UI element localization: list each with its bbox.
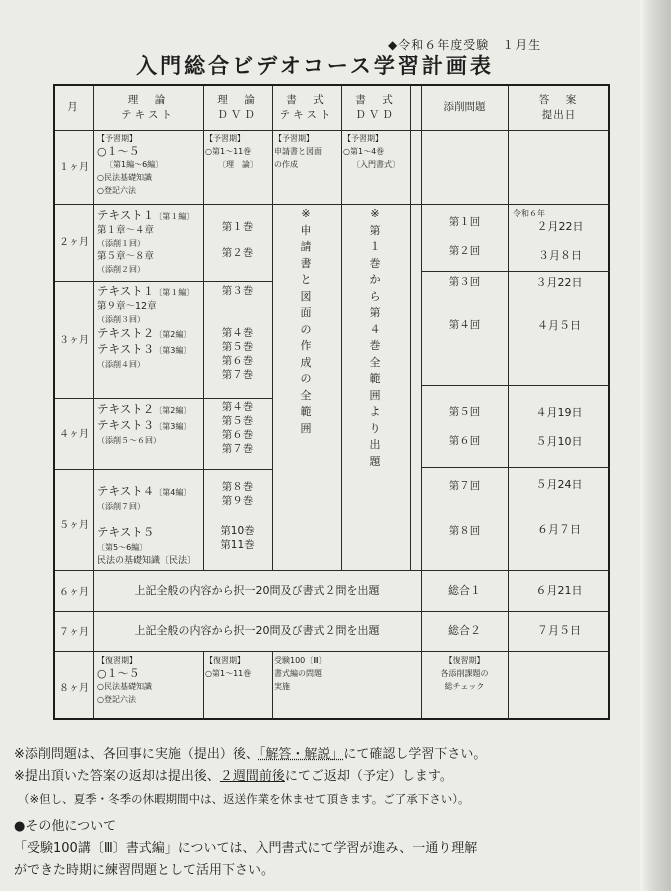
cell-line: 受験100〔Ⅲ〕 bbox=[274, 656, 327, 665]
cell-line: テキスト２ bbox=[97, 402, 155, 416]
cell-line: 【復習期】 bbox=[205, 656, 245, 665]
m8-correction bbox=[421, 654, 508, 693]
forms-dvd-vertical-note bbox=[365, 206, 385, 470]
cell-line: 第６巻 bbox=[221, 429, 254, 441]
vertical-char: 作 bbox=[300, 339, 312, 352]
vertical-char: 申 bbox=[300, 223, 312, 237]
header-line: 提出日 bbox=[541, 109, 577, 121]
cell-line: 【予習期】 bbox=[205, 134, 245, 143]
cell-line: 〔第１編〕 bbox=[154, 212, 195, 221]
cell-line: ４月19日 bbox=[535, 406, 583, 419]
cell-line: 書式編の問題 bbox=[274, 669, 322, 678]
header-answer-date bbox=[508, 93, 610, 123]
vertical-char: か bbox=[369, 273, 381, 286]
cell-line: （添削２回） bbox=[97, 265, 145, 274]
m7-correction: 総合２ bbox=[448, 624, 481, 637]
vertical-char: 範 bbox=[300, 405, 312, 418]
m3-dates bbox=[508, 276, 610, 332]
header-forms-dvd bbox=[341, 93, 410, 123]
cell-line: 第８巻 bbox=[221, 481, 254, 493]
cell-line: 第８回 bbox=[448, 525, 481, 537]
vertical-char: 巻 bbox=[369, 256, 381, 270]
vertical-char: 巻 bbox=[369, 339, 381, 352]
other-heading: ●その他について bbox=[14, 819, 117, 834]
cell-line: ○第1～11巻 bbox=[205, 669, 252, 678]
forms-text-vertical-note bbox=[296, 206, 316, 437]
cell-line: （添削３回） bbox=[97, 315, 145, 324]
cell-line: 〔第1編～6編〕 bbox=[105, 160, 164, 169]
grid-line bbox=[55, 281, 272, 282]
m4-theory-dvd bbox=[203, 400, 272, 456]
vertical-char: ４ bbox=[369, 322, 381, 336]
cell-line: テキスト５ bbox=[97, 525, 155, 539]
m5-theory-text bbox=[97, 484, 201, 568]
header-line: 理 論 bbox=[127, 94, 169, 106]
other-text: 「受験100講〔Ⅲ〕書式編」については、入門書式にて学習が進み、一通り理解 bbox=[14, 841, 478, 856]
header-line: テキスト bbox=[279, 109, 334, 121]
header-line: ＤＶＤ bbox=[217, 109, 258, 121]
grid-line bbox=[55, 611, 610, 612]
header-line: テキスト bbox=[121, 109, 175, 121]
note-text: ※添削問題は、各回事に実施（提出）後、 bbox=[14, 747, 259, 762]
cell-line: 第11巻 bbox=[220, 539, 255, 551]
cell-line: 〔入門書式〕 bbox=[352, 160, 400, 169]
cell-line: テキスト１ bbox=[97, 208, 155, 222]
cell-line: （添削７回） bbox=[97, 502, 145, 511]
cell-line: ○第1～11巻 bbox=[205, 147, 252, 156]
cell-line: 【予習期】 bbox=[274, 134, 314, 143]
cell-line: の作成 bbox=[274, 160, 298, 169]
month-label: ５ヶ月 bbox=[59, 520, 89, 531]
m1-forms-dvd bbox=[343, 132, 409, 171]
month-label: ２ヶ月 bbox=[59, 237, 89, 248]
m6-date: ６月21日 bbox=[535, 584, 583, 597]
cell-line: 実施 bbox=[274, 682, 290, 691]
cell-line: ５月24日 bbox=[535, 478, 583, 491]
cell-line: ４月５日 bbox=[537, 319, 581, 332]
era-label: 令和６年 bbox=[513, 209, 545, 218]
note-emphasis: ２週間前後 bbox=[219, 769, 285, 784]
enrollment-note: ◆令和６年度受験 １月生 bbox=[388, 38, 542, 52]
grid-line bbox=[55, 570, 610, 571]
cell-line: 第４巻 bbox=[221, 401, 254, 413]
note-holiday: （※但し、夏季・冬季の休暇期間中は、返送作業を休ませて頂きます。ご了承下さい）。 bbox=[18, 792, 470, 806]
cell-line: 第１回 bbox=[448, 216, 481, 228]
cell-line: 第２巻 bbox=[221, 247, 254, 259]
cell-line: 民法の基礎知識〔民法〕 bbox=[97, 556, 197, 566]
m1-theory-dvd bbox=[205, 132, 271, 171]
grid-line bbox=[55, 130, 610, 131]
cell-line: テキスト１ bbox=[97, 284, 155, 298]
cell-line: ○１～５ bbox=[97, 667, 140, 680]
vertical-char: り bbox=[369, 421, 381, 435]
header-line: 書 式 bbox=[355, 94, 396, 106]
m1-theory-text bbox=[97, 132, 201, 197]
vertical-char: ※ bbox=[301, 207, 311, 220]
paper-stack-edge bbox=[640, 0, 671, 891]
grid-line bbox=[55, 398, 272, 399]
cell-line: テキスト３ bbox=[97, 342, 155, 356]
vertical-char: 面 bbox=[300, 306, 312, 319]
cell-line: 〔第5～6編〕 bbox=[97, 543, 148, 552]
page-title: 入門総合ビデオコース学習計画表 bbox=[136, 54, 494, 78]
note-text: にて確認し学習下さい。 bbox=[343, 747, 487, 762]
vertical-char: の bbox=[300, 372, 312, 385]
cell-line: 第５章～８章 bbox=[97, 251, 155, 262]
cell-line: 第７巻 bbox=[221, 443, 254, 455]
cell-line: ○登記六法 bbox=[97, 695, 136, 704]
vertical-char: 請 bbox=[300, 240, 312, 253]
vertical-char: 囲 bbox=[300, 421, 312, 435]
vertical-char: 図 bbox=[300, 289, 312, 303]
grid-line bbox=[341, 86, 342, 570]
m4-dates bbox=[508, 406, 610, 448]
grid-line bbox=[410, 86, 411, 570]
cell-line: 〔第4編〕 bbox=[154, 488, 192, 497]
header-correction: 添削問題 bbox=[443, 101, 486, 113]
m2-theory-dvd bbox=[203, 220, 272, 260]
m4-theory-text bbox=[97, 402, 201, 447]
vertical-char: 書 bbox=[300, 256, 312, 270]
header-line: 答 案 bbox=[538, 94, 580, 106]
cell-line: 〔第2編〕 bbox=[154, 330, 192, 339]
cell-line: 各添削課題の bbox=[440, 669, 489, 678]
cell-line: 第５巻 bbox=[221, 341, 254, 353]
cell-line: （添削４回） bbox=[97, 360, 145, 369]
vertical-char: 全 bbox=[369, 355, 381, 369]
header-theory-dvd bbox=[203, 93, 272, 123]
vertical-char: 成 bbox=[300, 355, 312, 369]
vertical-char: の bbox=[300, 322, 312, 336]
grid-line bbox=[272, 86, 273, 570]
month-label: ７ヶ月 bbox=[59, 627, 89, 638]
m3-theory-text bbox=[97, 284, 201, 371]
cell-line: 〔第3編〕 bbox=[154, 346, 192, 355]
header-line: ＤＶＤ bbox=[355, 109, 396, 121]
vertical-char: 範 bbox=[369, 372, 381, 385]
month-label: ３ヶ月 bbox=[59, 335, 89, 346]
grid-line bbox=[203, 651, 204, 720]
study-plan-table bbox=[53, 84, 610, 720]
cell-line: 第９章～12章 bbox=[97, 301, 157, 312]
m7-date: ７月５日 bbox=[537, 624, 581, 637]
cell-line: （添削１回） bbox=[97, 239, 145, 248]
cell-line: 第１巻 bbox=[221, 221, 254, 233]
cell-line: 第７回 bbox=[448, 480, 481, 492]
cell-line: ○第1～4巻 bbox=[343, 147, 385, 156]
cell-line: 【復習期】 bbox=[97, 656, 137, 665]
m5-dates bbox=[508, 478, 610, 536]
cell-line: 第10巻 bbox=[220, 525, 255, 537]
note-text: にてご返却（予定）します。 bbox=[284, 769, 453, 784]
grid-line bbox=[55, 469, 272, 470]
grid-line bbox=[55, 204, 610, 205]
m1-forms-text bbox=[274, 132, 340, 171]
m8-forms bbox=[274, 654, 419, 693]
vertical-char: 全 bbox=[300, 388, 312, 402]
cell-line: 第１章～４章 bbox=[97, 225, 155, 236]
cell-line: 第５回 bbox=[448, 406, 481, 418]
cell-line: テキスト４ bbox=[97, 484, 155, 498]
m7-span-text: 上記全般の内容から択一20問及び書式２問を出題 bbox=[134, 624, 380, 637]
cell-line: 第３回 bbox=[448, 276, 481, 288]
month-label: ８ヶ月 bbox=[59, 683, 89, 694]
m2-corrections bbox=[421, 216, 508, 258]
note-emphasis: 「解答・解説」 bbox=[258, 747, 344, 762]
cell-line: ○民法基礎知識 bbox=[97, 682, 152, 691]
vertical-char: 出 bbox=[369, 438, 381, 451]
grid-line bbox=[421, 271, 610, 272]
month-label: ６ヶ月 bbox=[59, 587, 89, 598]
vertical-char: １ bbox=[369, 240, 381, 253]
header-month: 月 bbox=[67, 101, 81, 113]
vertical-char: 第 bbox=[369, 223, 381, 237]
m2-theory-text bbox=[97, 208, 201, 276]
cell-line: 第４回 bbox=[448, 319, 481, 331]
cell-line: 第４巻 bbox=[221, 327, 254, 339]
cell-line: ３月22日 bbox=[535, 276, 583, 289]
footnotes bbox=[14, 744, 640, 882]
m6-correction: 総合１ bbox=[448, 584, 481, 597]
note-return bbox=[14, 766, 640, 788]
cell-line: ○登記六法 bbox=[97, 186, 136, 195]
m2-dates bbox=[510, 207, 610, 262]
note-correction bbox=[14, 744, 640, 766]
note-text: ※提出頂いた答案の返却は提出後、 bbox=[14, 769, 220, 784]
cell-line: 第６回 bbox=[448, 435, 481, 447]
header-theory-text bbox=[93, 93, 203, 123]
vertical-char: 囲 bbox=[369, 388, 381, 402]
cell-line: 【復習期】 bbox=[444, 656, 485, 665]
vertical-char: 第 bbox=[369, 306, 381, 319]
vertical-char: と bbox=[300, 273, 312, 286]
cell-line: テキスト２ bbox=[97, 326, 155, 340]
cell-line: 第６巻 bbox=[221, 355, 254, 367]
cell-line: ○１～５ bbox=[97, 145, 140, 158]
vertical-char: ※ bbox=[370, 207, 380, 220]
cell-line: 第２回 bbox=[448, 245, 481, 257]
header-line: 理 論 bbox=[217, 94, 258, 106]
month-label: ４ヶ月 bbox=[59, 429, 89, 440]
grid-line bbox=[421, 385, 610, 386]
cell-line: 〔理 論〕 bbox=[218, 160, 258, 169]
vertical-char: 題 bbox=[369, 454, 381, 468]
cell-line: 総チェック bbox=[444, 682, 485, 691]
cell-line: ６月７日 bbox=[537, 523, 581, 536]
cell-line: 〔第2編〕 bbox=[154, 406, 192, 415]
cell-line: 〔第3編〕 bbox=[154, 422, 192, 431]
cell-line: 第３巻 bbox=[221, 285, 254, 297]
cell-line: ２月22日 bbox=[536, 220, 584, 233]
cell-line: （添削５～６回） bbox=[97, 436, 161, 445]
cell-line: ○民法基礎知識 bbox=[97, 173, 152, 182]
grid-line bbox=[272, 651, 273, 720]
cell-line: 【予習期】 bbox=[343, 134, 383, 143]
m3-corrections bbox=[421, 276, 508, 332]
cell-line: 第９巻 bbox=[221, 495, 254, 507]
m8-theory-dvd bbox=[205, 654, 271, 680]
grid-line bbox=[55, 651, 610, 652]
cell-line: 【予習期】 bbox=[97, 134, 137, 143]
cell-line: 第５巻 bbox=[221, 415, 254, 427]
m8-theory-text bbox=[97, 654, 201, 706]
m6-span-text: 上記全般の内容から択一20問及び書式２問を出題 bbox=[134, 584, 380, 597]
cell-line: 〔第１編〕 bbox=[154, 288, 195, 297]
header-forms-text bbox=[272, 93, 341, 123]
cell-line: ５月10日 bbox=[535, 435, 583, 448]
vertical-char: ら bbox=[369, 289, 381, 303]
month-label: １ヶ月 bbox=[59, 162, 89, 173]
vertical-char: よ bbox=[369, 405, 381, 418]
cell-line: 第７巻 bbox=[221, 369, 254, 381]
cell-line: ３月８日 bbox=[538, 249, 582, 262]
m3-theory-dvd bbox=[203, 284, 272, 382]
cell-line: テキスト３ bbox=[97, 418, 155, 432]
cell-line: 申請書と図面 bbox=[274, 147, 322, 156]
m4-corrections bbox=[421, 406, 508, 448]
header-line: 書 式 bbox=[286, 94, 327, 106]
m5-theory-dvd bbox=[203, 480, 272, 552]
grid-line bbox=[421, 467, 610, 468]
m5-corrections bbox=[421, 480, 508, 538]
other-text: ができた時期に練習問題として活用下さい。 bbox=[14, 863, 275, 878]
